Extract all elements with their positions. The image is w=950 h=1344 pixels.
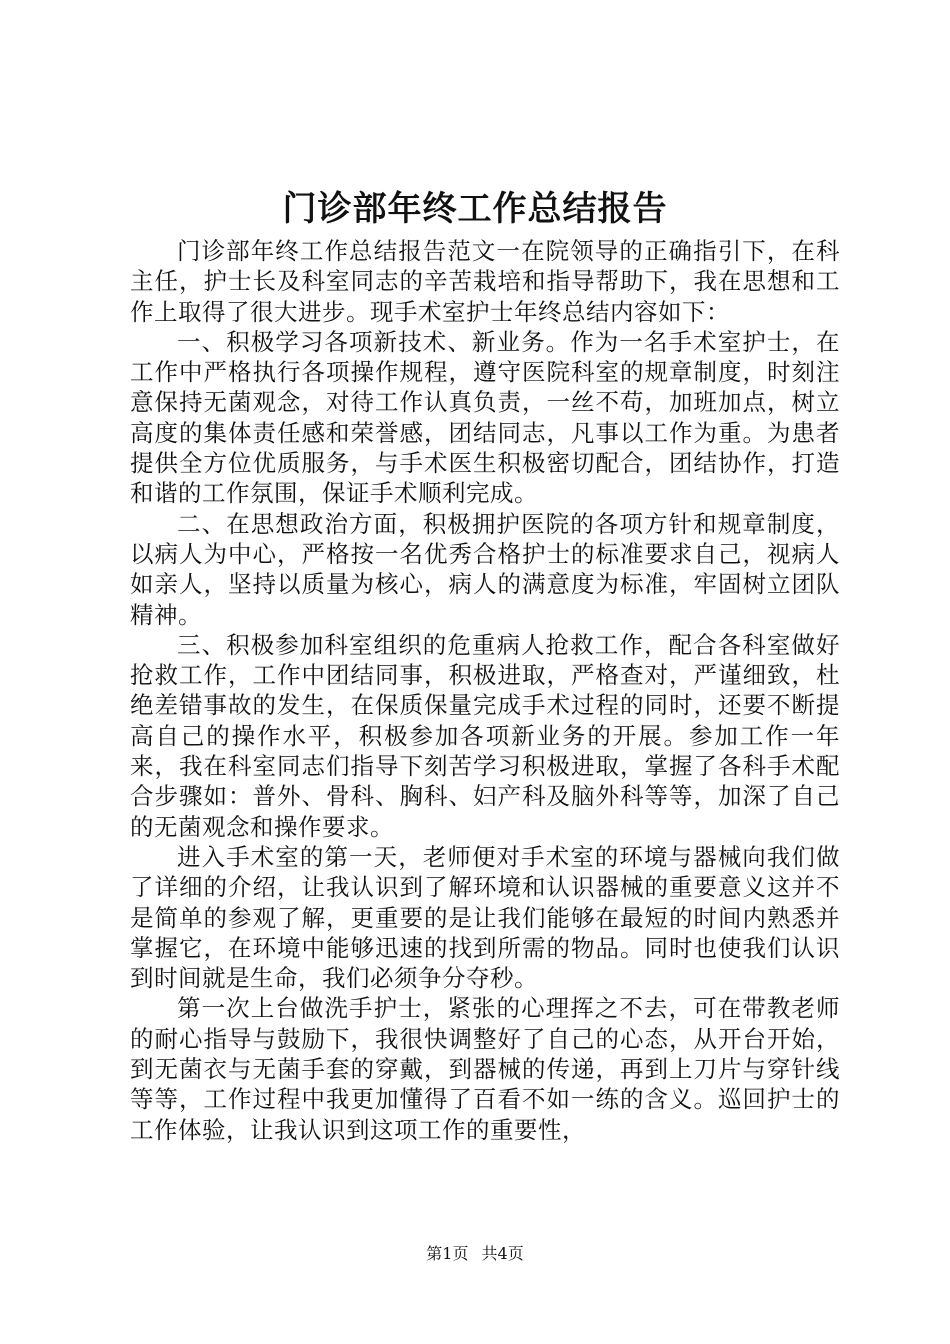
document-body (130, 236, 840, 1145)
paragraph-intro: 门诊部年终工作总结报告范文一在院领导的正确指引下，在科主任，护士长及科室同志的辛苦栽培和指导帮助下，我在思想和工作上取得了很大进步。现手术室护士年终总结内容如下： (130, 237, 840, 326)
paragraph-first-day: 进入手术室的第一天，老师便对手术室的环境与器械向我们做了详细的介绍，让我认识到了解环境和认识器械的重要意义这并不是简单的参观了解，更重要的是让我们能够在最短的时间内熟悉并掌握它，在环境中能够迅速的找到所需的物品。同时也使我们认识到时间就是生命，我们必须争分夺秒。 (130, 842, 840, 993)
paragraph-section-1: 一、积极学习各项新技术、新业务。作为一名手术室护士，在工作中严格执行各项操作规程，遵守医院科室的规章制度，时刻注意保持无菌观念，对待工作认真负责，一丝不苟，加班加点，树立高度的集体责任感和荣誉感，团结同志，凡事以工作为重。为患者提供全方位优质服务，与手术医生积极密切配合，团结协作，打造和谐的工作氛围，保证手术顺利完成。 (130, 327, 840, 508)
document-title: 门诊部年终工作总结报告 (282, 189, 668, 229)
page-footer (0, 1242, 950, 1266)
page-number: 第1页 (426, 1244, 469, 1263)
paragraph-section-2: 二、在思想政治方面，积极拥护医院的各项方针和规章制度，以病人为中心，严格按一名优秀合格护士的标准要求自己，视病人如亲人，坚持以质量为核心，病人的满意度为标准，牢固树立团队精神。 (130, 509, 840, 629)
paragraph-section-3: 三、积极参加科室组织的危重病人抢救工作，配合各科室做好抢救工作，工作中团结同事，积极进取，严格查对，严谨细致，杜绝差错事故的发生，在保质保量完成手术过程的同时，还要不断提高自己的操作水平，积极参加各项新业务的开展。参加工作一年来，我在科室同志们指导下刻苦学习积极进取，掌握了各科手术配合步骤如：普外、骨科、胸科、妇产科及脑外科等等，加深了自己的无菌观念和操作要求。 (130, 630, 840, 841)
page-total: 共4页 (481, 1244, 524, 1263)
paragraph-first-surgery: 第一次上台做洗手护士，紧张的心理挥之不去，可在带教老师的耐心指导与鼓励下，我很快调整好了自己的心态，从开台开始，到无菌衣与无菌手套的穿戴，到器械的传递，再到上刀片与穿针线等等，工作过程中我更加懂得了百看不如一练的含义。巡回护士的工作体验，让我认识到这项工作的重要性， (130, 994, 840, 1144)
